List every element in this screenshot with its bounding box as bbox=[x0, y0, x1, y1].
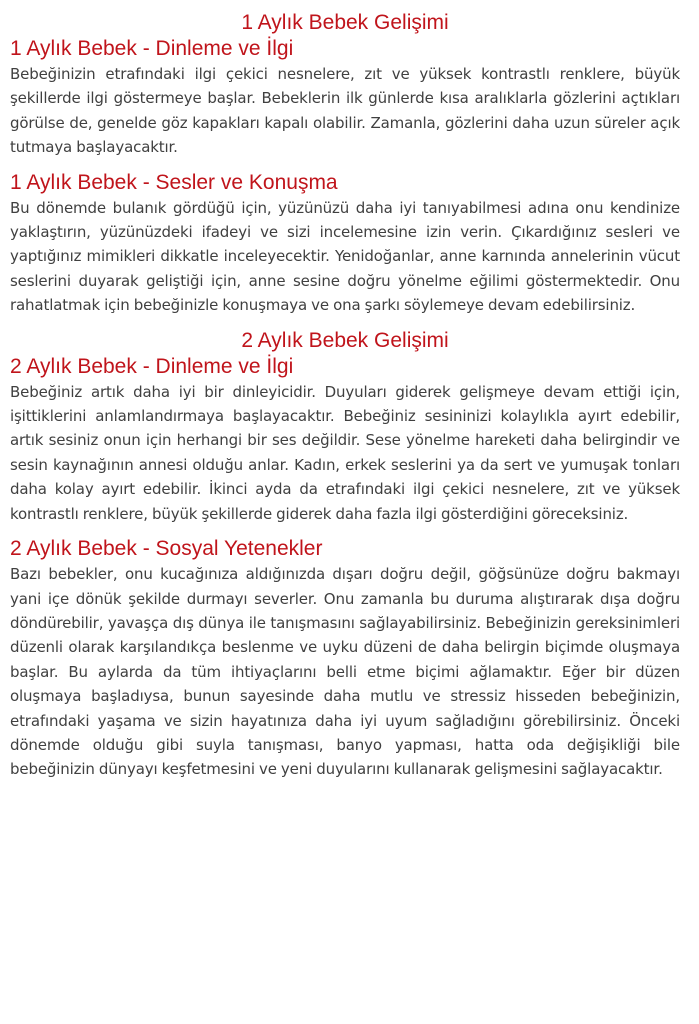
month1-listening-text: Bebeğinizin etrafındaki ilgi çekici nesnelere, zıt ve yüksek kontrastlı renklere, büyük şekillerde ilgi göstermeye başlar. Bebeklerin ilk günlerde kısa aralıklarla gözlerini açtıkları görülse de, genelde göz kapakları kapalı olabilir. Zamanla, gözlerini daha uzun süreler açık tutmaya başlayacaktır. bbox=[10, 65, 680, 157]
month1-sounds-text: Bu dönemde bulanık gördüğü için, yüzünüzü daha iyi tanıyabilmesi adına onu kendinize yaklaştırın, yüzünüzdeki ifadeyi ve sizi incelemesine izin verin. Çıkardığınız sesleri ve yaptığınız mimikleri dikkatle inceleyecektir. Yenidoğanlar, anne karnında annelerinin vücut seslerini duyarak geliştiği için, anne sesine doğru yönelme eğilimi göstermektedir. Onu rahatlatmak için bebeğinizle konuşmaya ve ona şarkı söylemeye devam edebilirsiniz. bbox=[10, 198, 680, 315]
month2-social-title: 2 Aylık Bebek - Sosyal Yetenekler bbox=[10, 537, 323, 561]
month1-heading: 1 Aylık Bebek Gelişimi bbox=[241, 11, 449, 34]
month1-sounds-title: 1 Aylık Bebek - Sesler ve Konuşma bbox=[10, 170, 338, 194]
month2-social-text: Bazı bebekler, onu kucağınıza aldığınızda dışarı doğru değil, göğsünüze doğru bakmayı yani içe dönük şekilde durmayı severler. Onu zamanla bu duruma alıştırarak dışa doğru döndürebilir, yavaşça dış dünya ile tanışmasını sağlayabilirsiniz. Bebeğinizin gereksinimleri düzenli olarak karşılandıkça beslenme ve uyku düzeni de daha belirgin biçimde oluşmaya başlar. Bu aylarda da tüm ihtiyaçlarını belli etme biçimi ağlamaktır. Eğer bir düzen oluşmaya başladıysa, bunun sayesinde daha mutlu ve stressiz hisseden bebeğinizin, etrafındaki yaşama ve sizin hayatınıza daha iyi uyum sağladığını görebilirsiniz. Önceki dönemde olduğu gibi suyla tanışması, banyo yapması, hatta oda değişikliği bile bebeğinizin dünyayı keşfetmesini ve yeni duyularını kullanarak gelişmesini sağlayacaktır. bbox=[10, 565, 680, 779]
month1-listening-title: 1 Aylık Bebek - Dinleme ve İlgi bbox=[10, 37, 294, 60]
month2-listening-title: 2 Aylık Bebek - Dinleme ve İlgi bbox=[10, 354, 294, 378]
article bbox=[10, 10, 680, 782]
month2-heading: 2 Aylık Bebek Gelişimi bbox=[241, 328, 449, 352]
month2-listening-text: Bebeğiniz artık daha iyi bir dinleyicidir. Duyuları giderek gelişmeye devam ettiği için, işittiklerini anlamlandırmaya başlayacaktır. Bebeğiniz sesininizi kolaylıkla ayırt edebilir, artık sesiniz onun için herhangi bir ses değildir. Sese yönelme hareketi daha belirgindir ve sesin kaynağının annesi olduğu anlar. Kadın, erkek seslerini ya da sert ve yumuşak tonları daha kolay ayırt edebilir. İkinci ayda da etrafındaki ilgi çekici nesnelere, zıt ve yüksek kontrastlı renklere, büyük şekillerde giderek daha fazla ilgi gösterdiğini göreceksiniz. bbox=[10, 382, 680, 523]
